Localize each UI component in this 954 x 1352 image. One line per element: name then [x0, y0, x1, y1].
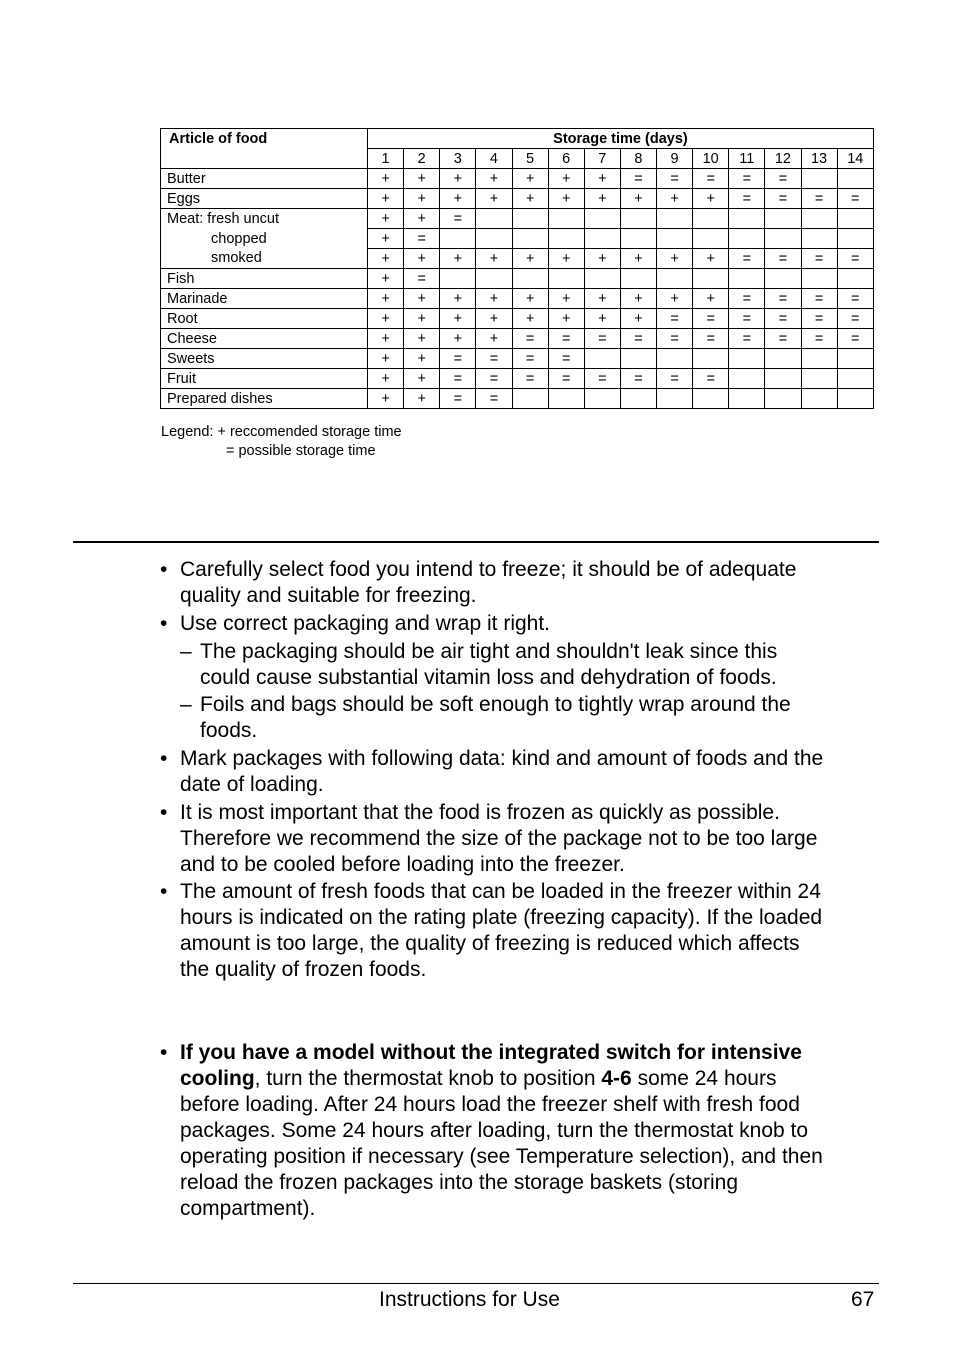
storage-cell — [837, 269, 873, 289]
storage-cell: = — [765, 169, 801, 189]
storage-cell — [693, 349, 729, 369]
storage-cell: = — [476, 349, 512, 369]
storage-cell — [657, 349, 693, 369]
storage-cell — [693, 209, 729, 229]
storage-cell: = — [693, 369, 729, 389]
bullet-1-line-1: Carefully select food you intend to freeze; it should be of adequate — [180, 558, 797, 581]
storage-cell: + — [404, 329, 440, 349]
storage-cell: + — [512, 169, 548, 189]
day-header: 11 — [729, 149, 765, 169]
bullet-3-line-1: Mark packages with following data: kind and amount of foods and the — [180, 747, 824, 770]
bullet-6-line-1 — [180, 1040, 802, 1066]
storage-cell — [801, 389, 837, 409]
storage-cell: + — [404, 289, 440, 309]
storage-cell: + — [584, 249, 620, 269]
storage-cell — [584, 209, 620, 229]
bullet-6-line-4: packages. Some 24 hours after loading, turn the thermostat knob to — [180, 1119, 809, 1142]
storage-cell — [476, 209, 512, 229]
storage-cell: = — [765, 289, 801, 309]
storage-cell: + — [368, 369, 404, 389]
bullet-5-line-1: The amount of fresh foods that can be loaded in the freezer within 24 — [180, 880, 821, 903]
storage-cell — [620, 269, 656, 289]
storage-cell: + — [548, 289, 584, 309]
storage-cell: = — [837, 249, 873, 269]
storage-cell: + — [657, 289, 693, 309]
bullet-marker: • — [160, 1041, 168, 1064]
storage-cell — [765, 209, 801, 229]
page-number: 67 — [851, 1288, 875, 1311]
storage-cell: = — [729, 289, 765, 309]
bullet-4-line-3: and to be cooled before loading into the freezer. — [180, 853, 625, 876]
storage-cell — [801, 169, 837, 189]
storage-cell: + — [368, 269, 404, 289]
footer-title: Instructions for Use — [379, 1288, 560, 1311]
storage-cell: = — [512, 369, 548, 389]
storage-cell — [584, 229, 620, 249]
storage-cell: + — [368, 289, 404, 309]
storage-cell — [440, 229, 476, 249]
storage-cell — [765, 229, 801, 249]
storage-cell: + — [368, 329, 404, 349]
storage-cell — [548, 229, 584, 249]
table-row — [161, 229, 874, 249]
storage-cell: + — [476, 169, 512, 189]
storage-cell — [837, 369, 873, 389]
storage-cell — [620, 389, 656, 409]
storage-cell — [440, 269, 476, 289]
storage-cell — [476, 229, 512, 249]
storage-cell — [657, 389, 693, 409]
storage-cell: = — [440, 369, 476, 389]
storage-cell: + — [404, 209, 440, 229]
storage-cell: = — [657, 329, 693, 349]
table-row — [161, 389, 874, 409]
storage-cell: + — [476, 309, 512, 329]
storage-cell: + — [620, 189, 656, 209]
storage-cell — [512, 269, 548, 289]
storage-cell: + — [440, 189, 476, 209]
food-name: Root — [161, 309, 368, 329]
storage-cell — [765, 349, 801, 369]
food-name: Butter — [161, 169, 368, 189]
storage-cell — [620, 349, 656, 369]
bold-cooling: cooling — [180, 1067, 255, 1090]
bullet-6-line-7: compartment). — [180, 1197, 316, 1220]
food-name: Fish — [161, 269, 368, 289]
storage-cell: = — [765, 309, 801, 329]
bullet-marker: • — [160, 880, 168, 903]
storage-cell — [548, 209, 584, 229]
storage-cell: + — [476, 329, 512, 349]
food-name: Cheese — [161, 329, 368, 349]
bullet-3-line-2: date of loading. — [180, 773, 324, 796]
bullet-1-line-2: quality and suitable for freezing. — [180, 584, 477, 607]
storage-cell — [765, 369, 801, 389]
table-row — [161, 309, 874, 329]
storage-cell: + — [512, 309, 548, 329]
bold-intensive-cooling: If you have a model without the integrated switch for intensive — [180, 1041, 802, 1064]
storage-cell — [837, 169, 873, 189]
storage-cell: + — [368, 169, 404, 189]
table-row — [161, 249, 874, 269]
day-header: 2 — [404, 149, 440, 169]
storage-cell — [584, 349, 620, 369]
storage-cell: = — [729, 309, 765, 329]
day-header: 12 — [765, 149, 801, 169]
storage-cell — [837, 349, 873, 369]
storage-cell: = — [440, 389, 476, 409]
storage-cell: + — [693, 249, 729, 269]
storage-cell: = — [837, 309, 873, 329]
food-name: Fruit — [161, 369, 368, 389]
table-row — [161, 349, 874, 369]
storage-cell: = — [729, 249, 765, 269]
storage-cell — [512, 209, 548, 229]
storage-cell: = — [620, 169, 656, 189]
storage-cell: = — [801, 249, 837, 269]
storage-cell: + — [404, 349, 440, 369]
storage-cell: = — [404, 229, 440, 249]
storage-cell: + — [368, 189, 404, 209]
storage-cell — [729, 369, 765, 389]
storage-cell: = — [440, 209, 476, 229]
storage-cell — [620, 229, 656, 249]
storage-cell: = — [729, 329, 765, 349]
storage-cell: + — [548, 169, 584, 189]
dash-marker: – — [180, 693, 192, 716]
bullet-2-line-1: Use correct packaging and wrap it right. — [180, 612, 551, 635]
bullet-marker: • — [160, 801, 168, 824]
storage-cell — [837, 209, 873, 229]
storage-cell: + — [440, 169, 476, 189]
storage-cell — [801, 209, 837, 229]
food-name: smoked — [161, 249, 368, 269]
storage-cell — [476, 269, 512, 289]
storage-cell: = — [476, 369, 512, 389]
storage-cell: = — [404, 269, 440, 289]
storage-cell: = — [729, 169, 765, 189]
storage-cell: = — [657, 169, 693, 189]
storage-cell: = — [657, 369, 693, 389]
storage-cell: + — [548, 249, 584, 269]
dash-2-line-1: Foils and bags should be soft enough to tightly wrap around the — [200, 693, 791, 716]
day-header: 10 — [693, 149, 729, 169]
storage-cell: = — [801, 189, 837, 209]
storage-cell: = — [693, 309, 729, 329]
storage-cell: + — [476, 189, 512, 209]
storage-cell: + — [404, 249, 440, 269]
table-row — [161, 289, 874, 309]
storage-cell: = — [440, 349, 476, 369]
storage-cell: + — [584, 169, 620, 189]
dash-1-line-2: could cause substantial vitamin loss and dehydration of foods. — [200, 666, 777, 689]
food-name: chopped — [161, 229, 368, 249]
header-storage-time: Storage time (days) — [368, 129, 874, 149]
dash-1-line-1: The packaging should be air tight and shouldn't leak since this — [200, 640, 778, 663]
legend-possible: = possible storage time — [226, 443, 376, 459]
storage-cell: + — [693, 189, 729, 209]
bullet-5-line-2: hours is indicated on the rating plate (freezing capacity). If the loaded — [180, 906, 823, 929]
storage-cell: + — [368, 229, 404, 249]
storage-cell: + — [693, 289, 729, 309]
storage-cell — [801, 269, 837, 289]
day-header: 9 — [657, 149, 693, 169]
dash-marker: – — [180, 640, 192, 663]
storage-cell: + — [368, 249, 404, 269]
storage-cell: = — [548, 349, 584, 369]
storage-cell: = — [693, 169, 729, 189]
storage-cell: = — [512, 349, 548, 369]
storage-cell: + — [440, 289, 476, 309]
storage-cell: = — [476, 389, 512, 409]
storage-cell: + — [657, 189, 693, 209]
storage-cell: = — [729, 189, 765, 209]
storage-cell: = — [657, 309, 693, 329]
storage-cell — [693, 229, 729, 249]
storage-cell — [620, 209, 656, 229]
bullet-marker: • — [160, 612, 168, 635]
header-blank — [161, 149, 368, 169]
day-header: 14 — [837, 149, 873, 169]
table-row — [161, 269, 874, 289]
bullet-6-line-6: reload the frozen packages into the storage baskets (storing — [180, 1171, 738, 1194]
day-header: 4 — [476, 149, 512, 169]
bullet-6-line-3: before loading. After 24 hours load the freezer shelf with fresh food — [180, 1093, 800, 1116]
storage-cell — [837, 229, 873, 249]
storage-cell: = — [584, 329, 620, 349]
bullet-6-line-2-text: , turn the thermostat knob to position — [254, 1067, 602, 1090]
storage-cell: + — [476, 249, 512, 269]
storage-cell — [548, 269, 584, 289]
day-header: 8 — [620, 149, 656, 169]
storage-cell: + — [404, 369, 440, 389]
day-header: 7 — [584, 149, 620, 169]
storage-cell: + — [512, 289, 548, 309]
storage-cell: + — [512, 189, 548, 209]
storage-cell — [657, 209, 693, 229]
storage-cell: = — [620, 329, 656, 349]
storage-cell — [765, 389, 801, 409]
storage-cell — [584, 269, 620, 289]
storage-cell: + — [657, 249, 693, 269]
storage-cell: + — [620, 289, 656, 309]
bullet-6-line-5: operating position if necessary (see Temperature selection), and then — [180, 1145, 823, 1168]
day-header: 6 — [548, 149, 584, 169]
table-row — [161, 329, 874, 349]
food-name: Marinade — [161, 289, 368, 309]
table-row — [161, 209, 874, 229]
storage-cell: = — [801, 309, 837, 329]
storage-cell: + — [368, 389, 404, 409]
bullet-4-line-2: Therefore we recommend the size of the package not to be too large — [180, 827, 818, 850]
storage-cell: + — [368, 349, 404, 369]
storage-cell — [729, 269, 765, 289]
storage-cell: + — [404, 169, 440, 189]
bold-position: 4-6 — [601, 1067, 632, 1090]
storage-cell — [657, 229, 693, 249]
storage-cell — [801, 349, 837, 369]
bullet-5-line-4: the quality of frozen foods. — [180, 958, 427, 981]
storage-cell: = — [765, 249, 801, 269]
storage-cell — [729, 349, 765, 369]
storage-cell: = — [801, 289, 837, 309]
storage-cell: = — [584, 369, 620, 389]
storage-cell: = — [548, 369, 584, 389]
storage-time-table — [160, 128, 874, 409]
storage-cell — [512, 229, 548, 249]
storage-cell: + — [404, 189, 440, 209]
footer-divider — [73, 1283, 879, 1284]
legend-recommended: Legend: + reccomended storage time — [161, 424, 402, 440]
food-name: Sweets — [161, 349, 368, 369]
storage-cell: = — [512, 329, 548, 349]
storage-cell: = — [837, 329, 873, 349]
storage-cell — [729, 389, 765, 409]
storage-cell — [584, 389, 620, 409]
storage-cell: + — [584, 189, 620, 209]
day-header: 3 — [440, 149, 476, 169]
storage-cell: = — [548, 329, 584, 349]
storage-cell — [729, 209, 765, 229]
day-header: 13 — [801, 149, 837, 169]
storage-cell: = — [765, 189, 801, 209]
storage-cell: + — [476, 289, 512, 309]
storage-cell: + — [584, 309, 620, 329]
table-row — [161, 169, 874, 189]
bullet-marker: • — [160, 747, 168, 770]
bullet-5-line-3: amount is too large, the quality of freezing is reduced which affects — [180, 932, 800, 955]
storage-cell — [729, 229, 765, 249]
storage-cell: = — [837, 289, 873, 309]
storage-cell: + — [368, 309, 404, 329]
storage-cell — [693, 389, 729, 409]
food-name: Prepared dishes — [161, 389, 368, 409]
storage-cell — [765, 269, 801, 289]
dash-2-line-2: foods. — [200, 719, 258, 742]
storage-cell: + — [440, 249, 476, 269]
bullet-marker: • — [160, 558, 168, 581]
storage-cell: = — [620, 369, 656, 389]
table-row — [161, 369, 874, 389]
storage-cell: = — [765, 329, 801, 349]
storage-cell: + — [368, 209, 404, 229]
storage-cell — [801, 369, 837, 389]
storage-cell — [548, 389, 584, 409]
storage-cell: + — [440, 329, 476, 349]
table-row — [161, 189, 874, 209]
storage-cell — [801, 229, 837, 249]
storage-cell: + — [404, 309, 440, 329]
storage-cell: + — [584, 289, 620, 309]
storage-cell — [512, 389, 548, 409]
food-name: Eggs — [161, 189, 368, 209]
food-name: Meat: fresh uncut — [161, 209, 368, 229]
storage-cell: + — [620, 249, 656, 269]
header-article-of-food: Article of food — [161, 129, 368, 149]
storage-cell: + — [512, 249, 548, 269]
storage-cell: + — [548, 189, 584, 209]
day-header: 1 — [368, 149, 404, 169]
bullet-4-line-1: It is most important that the food is frozen as quickly as possible. — [180, 801, 780, 824]
storage-cell: + — [440, 309, 476, 329]
storage-cell — [657, 269, 693, 289]
day-header: 5 — [512, 149, 548, 169]
section-divider — [73, 541, 879, 543]
storage-cell: = — [837, 189, 873, 209]
storage-cell — [693, 269, 729, 289]
storage-cell: + — [548, 309, 584, 329]
bullet-6-line-2 — [180, 1066, 776, 1092]
storage-cell: + — [620, 309, 656, 329]
storage-cell — [837, 389, 873, 409]
bullet-6-line-2-end: some 24 hours — [631, 1067, 777, 1090]
storage-cell: = — [693, 329, 729, 349]
storage-cell: + — [404, 389, 440, 409]
storage-cell: = — [801, 329, 837, 349]
